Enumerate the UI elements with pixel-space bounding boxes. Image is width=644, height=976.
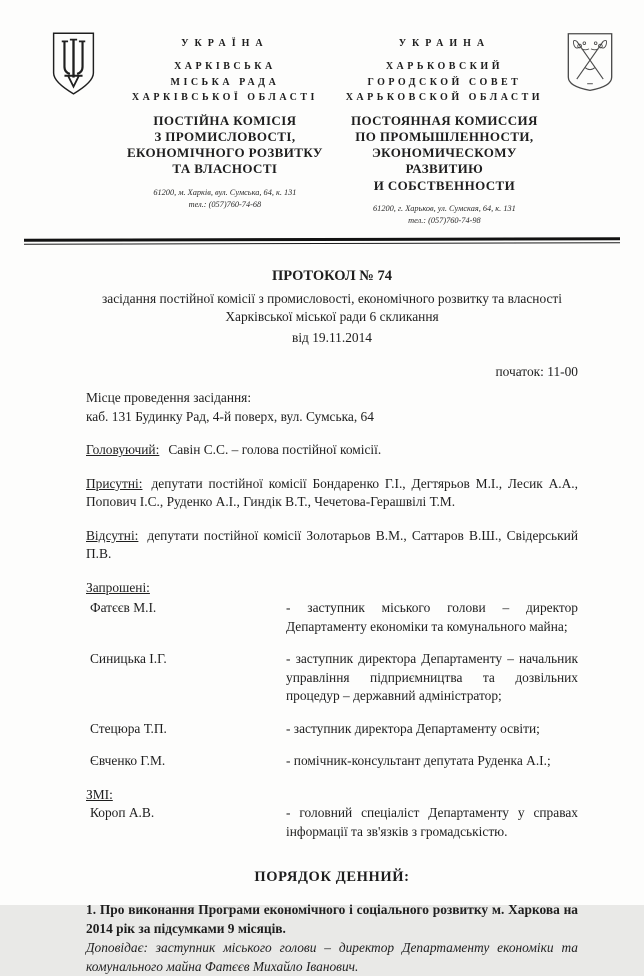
person-name: Синицька І.Г. — [90, 651, 167, 667]
location-label: Місце проведення засідання: — [86, 390, 252, 406]
absent-line — [86, 527, 578, 564]
letterhead-left-uk — [50, 30, 337, 211]
present-text: депутати постійної комісії Бондаренко Г.І., Дегтярьов М.І., Лесик А.А., Попович І.С., Руденко А.І., Гиндік В.Т., Чечетова-Герашвілі Т.М. — [86, 475, 578, 510]
country-name-ru: УКРАИНА — [398, 38, 491, 49]
media-row — [86, 804, 578, 841]
location-value: каб. 131 Будинку Рад, 4-й поверх, вул. Сумська, 64 — [86, 408, 374, 424]
start-time: початок: 11-00 — [495, 363, 578, 379]
council-name-ru: ХАРЬКОВСКИЙ ГОРОДСКОЙ СОВЕТ ХАРЬКОВСКОЙ ОБЛАСТИ — [345, 61, 544, 103]
letterhead-divider — [24, 237, 620, 245]
present-label: Присутні: — [86, 475, 143, 491]
invited-label: Запрошені: — [86, 579, 150, 595]
invited-row — [86, 720, 578, 739]
address-ru: 61200, г. Харьков, ул. Сумская, 64, к. 131 тел.: (057)760-74-98 — [373, 203, 516, 226]
person-role: - головний спеціаліст Департаменту у справах інформації та зв'язків з громадськістю. — [286, 805, 578, 839]
chair-label: Головуючий: — [86, 442, 160, 458]
ukraine-trident-emblem-icon — [50, 30, 97, 211]
person-name: Фатєєв М.І. — [90, 600, 157, 616]
letterhead-right-ru — [337, 30, 618, 228]
present-line — [86, 475, 578, 512]
absent-label: Відсутні: — [86, 527, 139, 543]
address-uk: 61200, м. Харків, вул. Сумська, 64, к. 131 тел.: (057)760-74-68 — [153, 187, 297, 209]
agenda-item-speaker: Доповідає: заступник міського голови – директор Департаменту економіки та комунального майна Фатєєв Михайло Іванович. — [86, 940, 578, 974]
person-name: Стецюра Т.П. — [90, 720, 167, 736]
country-name-uk: УКРАЇНА — [181, 38, 269, 49]
letterhead — [0, 0, 644, 228]
agenda-item — [86, 901, 578, 976]
person-role: - заступник директора Департаменту – начальник управління підприємництва та дозвільних процедур – державний адміністратор; — [286, 651, 578, 704]
invited-row — [86, 599, 578, 636]
commission-name-ru: ПОСТОЯННАЯ КОМИССИЯ ПО ПРОМЫШЛЕННОСТИ, ЭКОНОМИЧЕСКОМУ РАЗВИТИЮ И СОБСТВЕННОСТИ — [350, 112, 538, 193]
protocol-title: ПРОТОКОЛ № 74 — [272, 267, 392, 284]
council-name-uk: ХАРКІВСЬКА МІСЬКА РАДА ХАРКІВСЬКОЇ ОБЛАСТІ — [131, 61, 318, 103]
letterhead-left-text — [113, 30, 337, 211]
person-role: - помічник-консультант депутата Руденка А.І.; — [286, 753, 551, 769]
chair-text: Савін С.С. – голова постійної комісії. — [168, 442, 382, 458]
protocol-date: від 19.11.2014 — [292, 330, 372, 346]
person-name: Короп А.В. — [90, 805, 155, 821]
kharkiv-coat-of-arms-icon — [562, 30, 618, 228]
invited-row — [86, 752, 578, 771]
person-role: - заступник директора Департаменту освіти; — [286, 720, 540, 736]
document-body — [0, 244, 644, 976]
commission-name-uk: ПОСТІЙНА КОМІСІЯ З ПРОМИСЛОВОСТІ, ЕКОНОМІЧНОГО РОЗВИТКУ ТА ВЛАСНОСТІ — [126, 112, 323, 177]
invited-row — [86, 650, 578, 706]
chair-line — [86, 441, 578, 460]
agenda-item-title: 1. Про виконання Програми економічного і соціального розвитку м. Харкова на 2014 рік за підсумками 9 місяців. — [86, 902, 578, 936]
protocol-subtitle: засідання постійної комісії з промисловості, економічного розвитку та власності Харківської міської ради 6 скликання — [101, 290, 563, 325]
letterhead-right-text — [337, 30, 552, 228]
agenda-heading: ПОРЯДОК ДЕННИЙ: — [254, 869, 410, 886]
person-role: - заступник міського голови – директор Департаменту економіки та комунального майна; — [286, 600, 578, 634]
absent-text: депутати постійної комісії Золотарьов В.М., Саттаров В.Ш., Свідерський П.В. — [86, 527, 578, 562]
media-label: ЗМІ: — [86, 786, 113, 802]
person-name: Євченко Г.М. — [90, 753, 166, 769]
